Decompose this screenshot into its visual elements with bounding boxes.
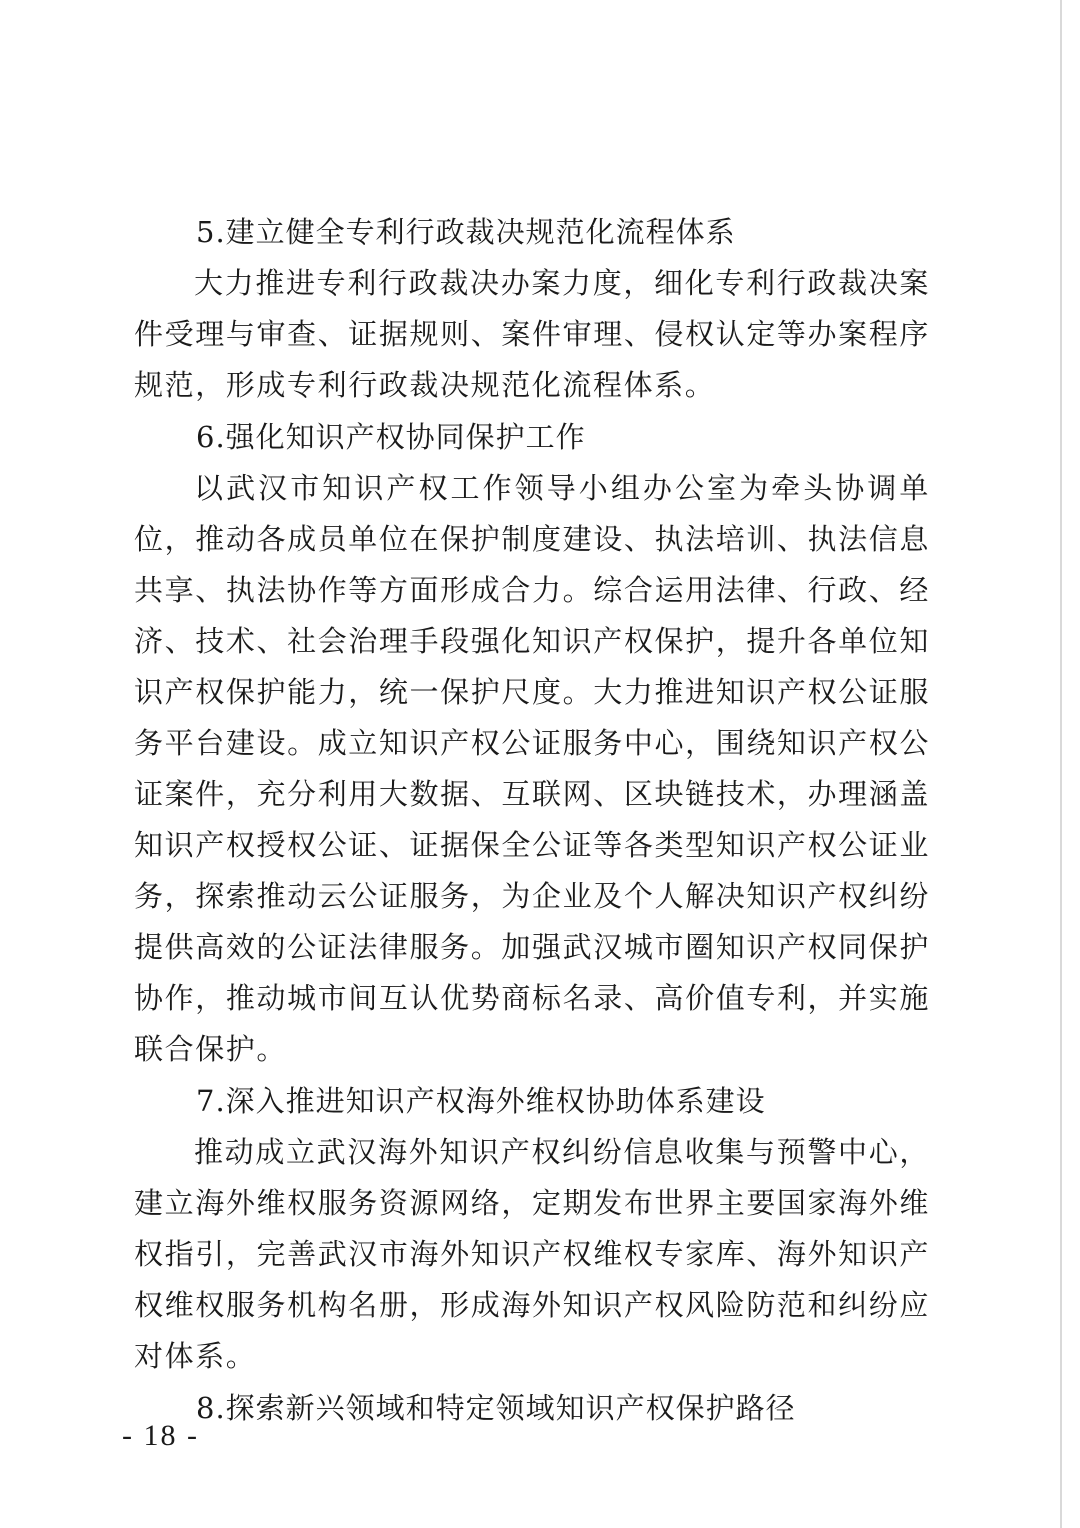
section-6-heading: 6.强化知识产权协同保护工作 xyxy=(196,420,586,454)
section-5-paragraph: 大力推进专利行政裁决办案力度，细化专利行政裁决案件受理与审查、证据规则、案件审理、侵权认定等办案程序规范，形成专利行政裁决规范化流程体系。 xyxy=(134,266,930,402)
section-6-paragraph: 以武汉市知识产权工作领导小组办公室为牵头协调单位，推动各成员单位在保护制度建设、执法培训、执法信息共享、执法协作等方面形成合力。综合运用法律、行政、经济、技术、社会治理手段强化知识产权保护，提升各单位知识产权保护能力，统一保护尺度。大力推进知识产权公证服务平台建设。成立知识产权公证服务中心，围绕知识产权公证案件，充分利用大数据、互联网、区块链技术，办理涵盖知识产权授权公证、证据保全公证等各类型知识产权公证业务，探索推动云公证服务，为企业及个人解决知识产权纠纷提供高效的公证法律服务。加强武汉城市圈知识产权同保护协作，推动城市间互认优势商标名录、高价值专利，并实施联合保护。 xyxy=(134,471,930,1066)
page-edge-line xyxy=(1060,0,1062,1528)
section-5-heading: 5.建立健全专利行政裁决规范化流程体系 xyxy=(196,215,736,249)
document-body xyxy=(134,206,930,1434)
page-number: - 18 - xyxy=(122,1419,199,1452)
section-7-paragraph: 推动成立武汉海外知识产权纠纷信息收集与预警中心，建立海外维权服务资源网络，定期发布世界主要国家海外维权指引，完善武汉市海外知识产权维权专家库、海外知识产权维权服务机构名册，形成海外知识产权风险防范和纠纷应对体系。 xyxy=(134,1135,930,1373)
section-7-heading: 7.深入推进知识产权海外维权协助体系建设 xyxy=(196,1084,766,1118)
section-8-heading: 8.探索新兴领域和特定领域知识产权保护路径 xyxy=(196,1391,796,1425)
